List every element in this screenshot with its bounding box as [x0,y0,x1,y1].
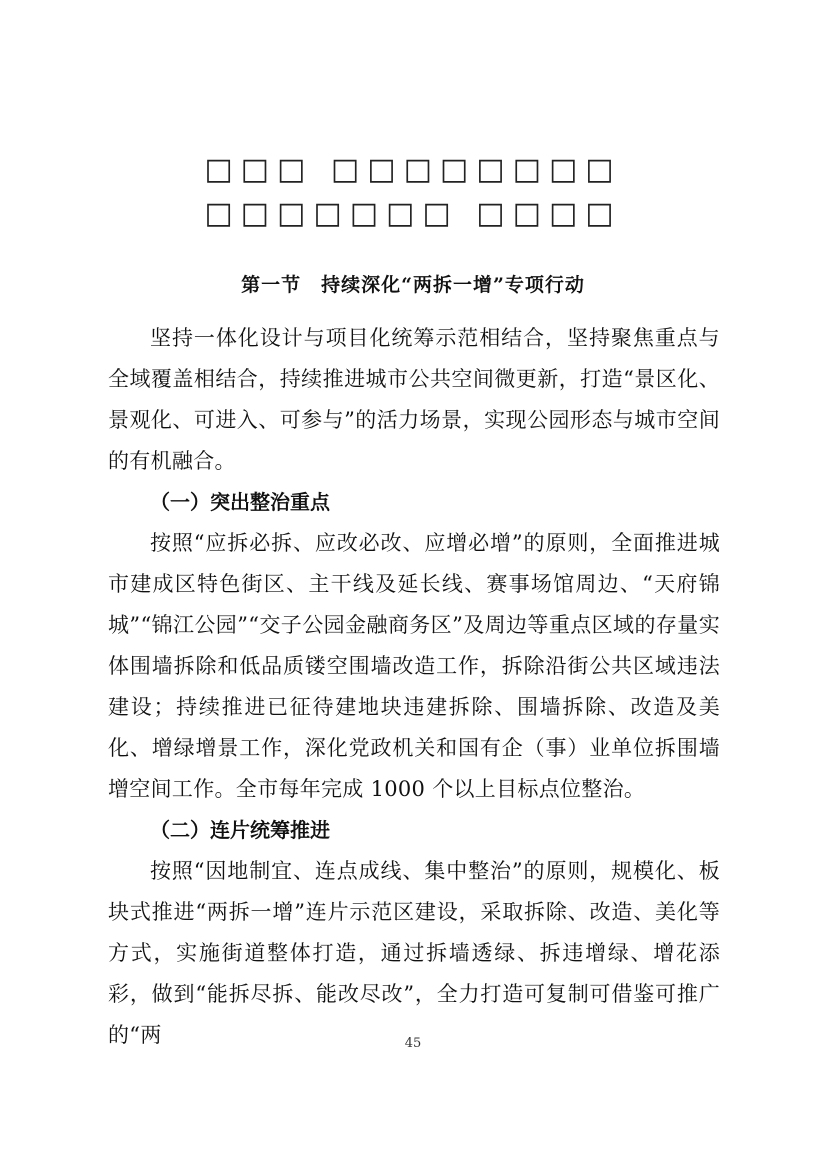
chapter-title: □□□ □□□□□□□□ □□□□□□□ □□□□ [204,152,622,231]
section-heading: 第一节 持续深化“两拆一增”专项行动 [241,274,585,296]
subheading-2: （二）连片统筹推进 [150,818,330,842]
paragraph-rectification: 按照“应拆必拆、应改必改、应增必增”的原则，全面推进城市建成区特色街区、主干线及延长线、赛事场馆周边、“天府锦城”“锦江公园”“交子公园金融商务区”及周边等重点区域的存量实体围墙拆除和低品质镂空围墙改造工作，拆除沿街公共区域违法建设；持续推进已征待建地块违建拆除、围墙拆除、改造及美化、增绿增景工作，深化党政机关和国有企（事）业单位拆围墙增空间工作。全市每年完成 1000 个以上目标点位整治。 [108,531,720,801]
page-number: 45 [404,1036,422,1051]
body-text [108,318,720,1056]
paragraph-contiguous: 按照“因地制宜、连点成线、集中整治”的原则，规模化、板块式推进“两拆一增”连片示范区建设，采取拆除、改造、美化等方式，实施街道整体打造，通过拆墙透绿、拆违增绿、增花添彩，做到“能拆尽拆、能改尽改”，全力打造可复制可借鉴可推广的“两 [108,859,720,1047]
paragraph-intro: 坚持一体化设计与项目化统筹示范相结合，坚持聚焦重点与全域覆盖相结合，持续推进城市公共空间微更新，打造“景区化、景观化、可进入、可参与”的活力场景，实现公园形态与城市空间的有机融合。 [108,326,720,473]
subheading-1: （一）突出整治重点 [150,490,330,514]
